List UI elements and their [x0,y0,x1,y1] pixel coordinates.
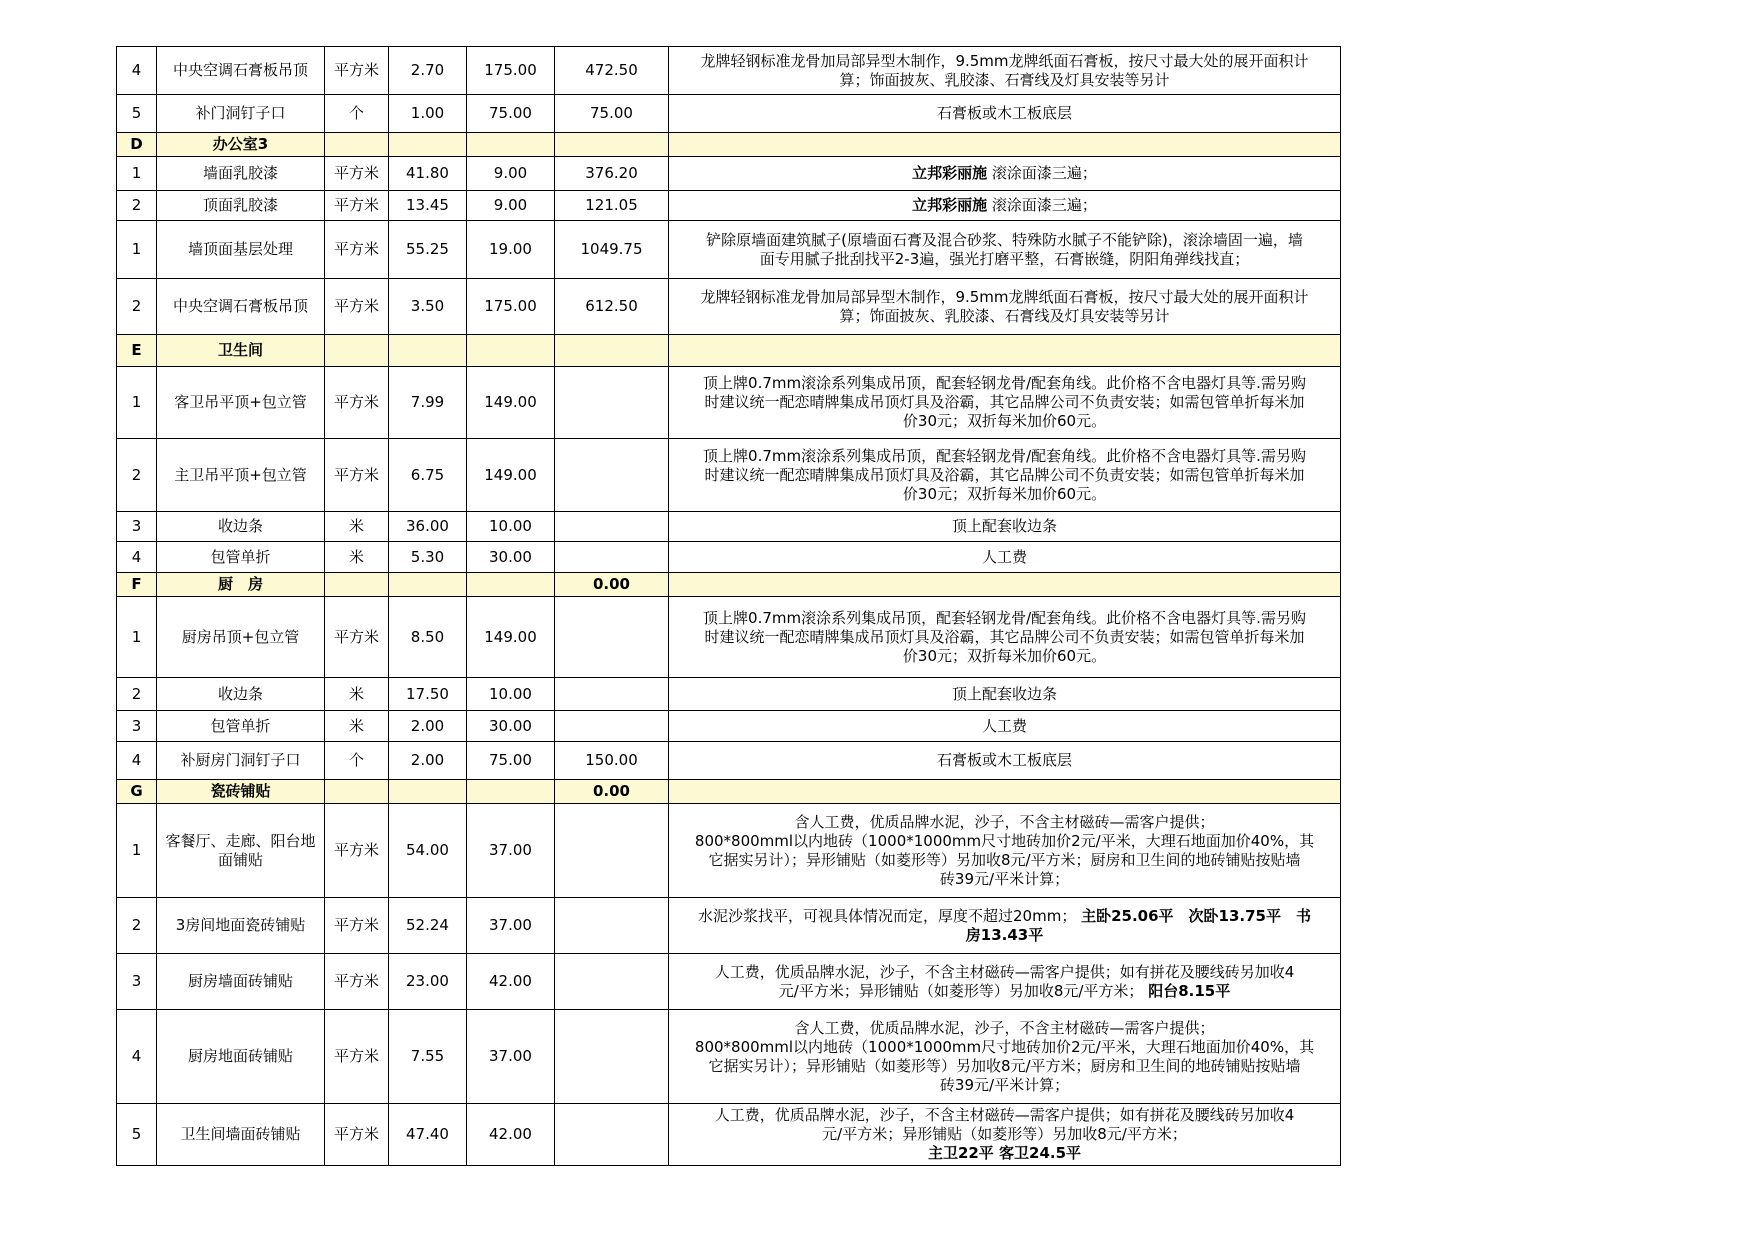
cell-desc[interactable] [669,279,1341,335]
cell-price[interactable]: 149.00 [467,367,555,439]
cell-price[interactable]: 175.00 [467,47,555,95]
desc-line [673,1144,1336,1163]
section-row [117,335,1341,367]
cell-total[interactable]: 0.00 [555,780,669,804]
desc-line [673,813,1336,832]
cell-unit[interactable]: 个 [325,742,389,780]
desc-line [673,685,1336,704]
cell-unit[interactable]: 平方米 [325,1010,389,1104]
cell-price[interactable]: 9.00 [467,157,555,191]
cell-desc[interactable] [669,157,1341,191]
quote-table [116,46,1341,1166]
cell-unit[interactable]: 平方米 [325,597,389,678]
cell-total[interactable]: 121.05 [555,191,669,221]
cell-name[interactable]: 中央空调石膏板吊顶 [157,279,325,335]
desc-line [673,447,1336,466]
desc-line [673,548,1336,567]
cell-qty[interactable]: 17.50 [389,678,467,711]
cell-qty[interactable]: 2.00 [389,742,467,780]
cell-qty[interactable]: 47.40 [389,1104,467,1166]
table-row [117,711,1341,742]
cell-no[interactable]: G [117,780,157,804]
desc-line [673,485,1336,504]
desc-text: 800*800mml以内地砖（1000*1000mm尺寸地砖加价2元/平米，大理石地面加价40%，其 [694,831,1315,850]
cell-total[interactable]: 150.00 [555,742,669,780]
cell-name[interactable]: 办公室3 [157,133,325,157]
table-row [117,804,1341,898]
desc-text: 元/平方米；异形铺贴（如菱形等）另加收8元/平方米； [822,1125,1187,1143]
cell-desc[interactable] [669,47,1341,95]
cell-desc[interactable] [669,133,1341,157]
cell-price[interactable]: 19.00 [467,221,555,279]
cell-desc[interactable] [669,954,1341,1010]
cell-unit[interactable]: 平方米 [325,221,389,279]
cell-unit[interactable]: 米 [325,512,389,542]
desc-text: 元/平方米；异形铺贴（如菱形等）另加收8元/平方米； [778,981,1149,1000]
desc-line [673,393,1336,412]
cell-unit[interactable]: 平方米 [325,279,389,335]
desc-line [673,832,1336,851]
desc-line [673,164,1336,183]
cell-price[interactable]: 42.00 [467,1104,555,1166]
cell-unit[interactable] [325,780,389,804]
section-row [117,573,1341,597]
desc-text: 含人工费，优质品牌水泥，沙子，不含主材磁砖—需客户提供； [794,812,1215,831]
desc-text: 石膏板或木工板底层 [936,751,1072,769]
cell-qty[interactable]: 13.45 [389,191,467,221]
cell-name[interactable]: 3房间地面瓷砖铺贴 [157,898,325,954]
cell-price[interactable]: 149.00 [467,439,555,512]
table-row [117,191,1341,221]
desc-text: 顶上配套收边条 [951,517,1057,535]
cell-qty[interactable] [389,335,467,367]
cell-name[interactable]: 补厨房门洞钉子口 [157,742,325,780]
cell-qty[interactable]: 2.70 [389,47,467,95]
cell-desc[interactable] [669,367,1341,439]
section-row [117,133,1341,157]
table-row [117,157,1341,191]
cell-name[interactable]: 客卫吊平顶+包立管 [157,367,325,439]
cell-unit[interactable] [325,335,389,367]
desc-bold-text: 房13.43平 [965,925,1044,944]
table-row [117,542,1341,573]
cell-price[interactable]: 10.00 [467,512,555,542]
cell-desc[interactable] [669,678,1341,711]
cell-name[interactable]: 厨房吊顶+包立管 [157,597,325,678]
desc-bold-text: 立邦彩丽施 [912,196,988,214]
cell-qty[interactable]: 6.75 [389,439,467,512]
cell-price[interactable]: 75.00 [467,742,555,780]
cell-no[interactable]: E [117,335,157,367]
cell-no[interactable]: 2 [117,439,157,512]
desc-text: 含人工费，优质品牌水泥，沙子，不含主材磁砖—需客户提供； [794,1018,1215,1037]
cell-qty[interactable] [389,780,467,804]
desc-bold-text: 阳台8.15平 [1148,981,1231,1000]
cell-price[interactable] [467,573,555,597]
table-row [117,95,1341,133]
desc-line [673,412,1336,431]
table-row [117,1010,1341,1104]
cell-total[interactable] [555,711,669,742]
cell-unit[interactable]: 平方米 [325,367,389,439]
desc-text: 价30元；双折每米加价60元。 [902,412,1107,430]
desc-line [673,1106,1336,1125]
cell-no[interactable]: 2 [117,898,157,954]
cell-price[interactable]: 9.00 [467,191,555,221]
cell-name[interactable]: 收边条 [157,512,325,542]
cell-total[interactable] [555,512,669,542]
cell-name[interactable]: 客餐厅、走廊、阳台地面铺贴 [157,804,325,898]
cell-qty[interactable]: 23.00 [389,954,467,1010]
table-row [117,279,1341,335]
desc-line [673,926,1336,945]
desc-text: 龙牌轻钢标准龙骨加局部异型木制作，9.5mm龙牌纸面石膏板，按尺寸最大处的展开面积计 [700,51,1309,70]
desc-line [673,466,1336,485]
cell-no[interactable]: 4 [117,1010,157,1104]
section-row [117,780,1341,804]
desc-line [673,517,1336,536]
desc-text: 顶上牌0.7mm滚涂系列集成吊顶，配套轻钢龙骨/配套角线。此价格不含电器灯具等.需另购 [703,608,1306,627]
cell-total[interactable] [555,335,669,367]
cell-name[interactable]: 厨房墙面砖铺贴 [157,954,325,1010]
cell-price[interactable]: 30.00 [467,711,555,742]
cell-desc[interactable] [669,221,1341,279]
cell-no[interactable]: 1 [117,157,157,191]
cell-unit[interactable] [325,133,389,157]
cell-price[interactable]: 10.00 [467,678,555,711]
cell-total[interactable]: 75.00 [555,95,669,133]
cell-unit[interactable]: 平方米 [325,157,389,191]
cell-unit[interactable]: 平方米 [325,804,389,898]
cell-no[interactable]: 1 [117,597,157,678]
cell-no[interactable]: 4 [117,542,157,573]
cell-qty[interactable]: 5.30 [389,542,467,573]
desc-line [673,288,1336,307]
cell-desc[interactable] [669,742,1341,780]
table-row [117,221,1341,279]
desc-text: 800*800mml以内地砖（1000*1000mm尺寸地砖加价2元/平米，大理石地面加价40%，其 [694,1037,1315,1056]
desc-text: 人工费 [981,547,1027,566]
cell-no[interactable]: 2 [117,191,157,221]
cell-unit[interactable]: 平方米 [325,47,389,95]
table-row [117,954,1341,1010]
cell-desc[interactable] [669,898,1341,954]
cell-name[interactable]: 包管单折 [157,542,325,573]
cell-desc[interactable] [669,191,1341,221]
desc-line [673,250,1336,269]
desc-text: 滚涂面漆三遍； [987,164,1097,182]
desc-line [673,374,1336,393]
cell-desc[interactable] [669,597,1341,678]
cell-total[interactable]: 472.50 [555,47,669,95]
cell-no[interactable]: 4 [117,47,157,95]
cell-name[interactable]: 顶面乳胶漆 [157,191,325,221]
cell-name[interactable]: 卫生间墙面砖铺贴 [157,1104,325,1166]
table-body [117,47,1341,1166]
cell-price[interactable] [467,133,555,157]
table-row [117,1104,1341,1166]
cell-price[interactable]: 37.00 [467,804,555,898]
cell-desc[interactable] [669,573,1341,597]
cell-unit[interactable]: 米 [325,711,389,742]
cell-desc[interactable] [669,95,1341,133]
cell-total[interactable]: 376.20 [555,157,669,191]
desc-line [673,628,1336,647]
desc-line [673,963,1336,982]
desc-text: 价30元；双折每米加价60元。 [902,484,1107,503]
desc-bold-text: 主卧25.06平 次卧13.75平 书 [1081,906,1311,925]
desc-line [673,1076,1336,1095]
cell-qty[interactable] [389,133,467,157]
cell-unit[interactable] [325,573,389,597]
cell-no[interactable]: 3 [117,711,157,742]
cell-price[interactable]: 42.00 [467,954,555,1010]
table-row [117,597,1341,678]
cell-qty[interactable]: 3.50 [389,279,467,335]
desc-bold-text: 主卫22平 客卫24.5平 [927,1144,1082,1162]
cell-total[interactable] [555,678,669,711]
cell-qty[interactable]: 54.00 [389,804,467,898]
desc-text: 水泥沙浆找平，可视具体情况而定，厚度不超过20mm； [698,906,1082,925]
desc-text: 滚涂面漆三遍； [987,196,1097,214]
desc-text: 砖39元/平米计算； [939,1075,1070,1094]
cell-desc[interactable] [669,804,1341,898]
cell-no[interactable]: D [117,133,157,157]
cell-price[interactable]: 75.00 [467,95,555,133]
cell-no[interactable]: 1 [117,367,157,439]
cell-name[interactable]: 主卫吊平顶+包立管 [157,439,325,512]
cell-name[interactable]: 墙顶面基层处理 [157,221,325,279]
cell-no[interactable]: 2 [117,678,157,711]
desc-line [673,52,1336,71]
cell-total[interactable] [555,597,669,678]
cell-unit[interactable]: 米 [325,678,389,711]
desc-line [673,717,1336,736]
cell-unit[interactable]: 平方米 [325,1104,389,1166]
desc-text: 时建议统一配恋晴牌集成吊顶灯具及浴霸，其它品牌公司不负责安装；如需包管单折每米加 [704,393,1305,411]
desc-line [673,196,1336,215]
cell-name[interactable]: 厨 房 [157,573,325,597]
desc-line [673,851,1336,870]
cell-price[interactable]: 149.00 [467,597,555,678]
cell-desc[interactable] [669,1104,1341,1166]
table-row [117,742,1341,780]
desc-text: 顶上牌0.7mm滚涂系列集成吊顶，配套轻钢龙骨/配套角线。此价格不含电器灯具等.需另购 [703,446,1306,465]
desc-text: 人工费，优质品牌水泥，沙子，不含主材磁砖—需客户提供；如有拼花及腰线砖另加收4 [714,1106,1295,1124]
cell-total[interactable] [555,367,669,439]
cell-name[interactable]: 收边条 [157,678,325,711]
cell-desc[interactable] [669,1010,1341,1104]
cell-name[interactable]: 厨房地面砖铺贴 [157,1010,325,1104]
cell-unit[interactable]: 米 [325,542,389,573]
cell-qty[interactable]: 1.00 [389,95,467,133]
cell-total[interactable]: 1049.75 [555,221,669,279]
desc-text: 顶上配套收边条 [951,684,1057,703]
desc-text: 人工费，优质品牌水泥，沙子，不含主材磁砖—需客户提供；如有拼花及腰线砖另加收4 [714,962,1295,981]
desc-line [673,609,1336,628]
desc-text: 龙牌轻钢标准龙骨加局部异型木制作，9.5mm龙牌纸面石膏板，按尺寸最大处的展开面积计 [700,287,1309,306]
cell-desc[interactable] [669,439,1341,512]
cell-price[interactable]: 37.00 [467,1010,555,1104]
desc-text: 算；饰面披灰、乳胶漆、石膏线及灯具安装等另计 [839,70,1170,89]
cell-total[interactable] [555,542,669,573]
cell-unit[interactable]: 平方米 [325,439,389,512]
cell-no[interactable]: 2 [117,279,157,335]
cell-total[interactable] [555,898,669,954]
cell-price[interactable]: 30.00 [467,542,555,573]
desc-line [673,231,1336,250]
cell-total[interactable] [555,954,669,1010]
desc-line [673,1057,1336,1076]
cell-desc[interactable] [669,711,1341,742]
cell-total[interactable] [555,804,669,898]
cell-name[interactable]: 包管单折 [157,711,325,742]
cell-no[interactable]: 4 [117,742,157,780]
cell-desc[interactable] [669,512,1341,542]
table-row [117,47,1341,95]
cell-no[interactable]: 3 [117,512,157,542]
cell-qty[interactable] [389,573,467,597]
desc-line [673,982,1336,1001]
cell-price[interactable]: 37.00 [467,898,555,954]
cell-name[interactable]: 中央空调石膏板吊顶 [157,47,325,95]
cell-total[interactable]: 612.50 [555,279,669,335]
desc-line [673,104,1336,123]
desc-line [673,71,1336,90]
cell-no[interactable]: 5 [117,95,157,133]
cell-price[interactable] [467,780,555,804]
desc-text: 砖39元/平米计算； [939,869,1070,888]
desc-line [673,907,1336,926]
desc-line [673,1125,1336,1144]
desc-text: 它据实另计）；异形铺贴（如菱形等）另加收8元/平方米；厨房和卫生间的地砖铺贴按贴墙 [708,850,1301,869]
table-row [117,898,1341,954]
desc-text: 人工费 [981,716,1027,735]
cell-no[interactable]: 1 [117,804,157,898]
cell-price[interactable] [467,335,555,367]
cell-name[interactable]: 墙面乳胶漆 [157,157,325,191]
desc-text: 时建议统一配恋晴牌集成吊顶灯具及浴霸，其它品牌公司不负责安装；如需包管单折每米加 [704,465,1305,484]
desc-line [673,751,1336,770]
cell-qty[interactable]: 8.50 [389,597,467,678]
table-row [117,439,1341,512]
cell-desc[interactable] [669,335,1341,367]
desc-line [673,870,1336,889]
desc-text: 面专用腻子批刮找平2-3遍，强光打磨平整，石膏嵌缝，阴阳角弹线找直； [759,249,1250,268]
desc-text: 石膏板或木工板底层 [936,104,1072,122]
cell-qty[interactable]: 2.00 [389,711,467,742]
cell-no[interactable]: 1 [117,221,157,279]
cell-unit[interactable]: 平方米 [325,954,389,1010]
desc-text: 铲除原墙面建筑腻子(原墙面石膏及混合砂浆、特殊防水腻子不能铲除)，滚涂墙固一遍，墙 [706,230,1303,249]
desc-line [673,1019,1336,1038]
cell-total[interactable] [555,1010,669,1104]
cell-unit[interactable]: 平方米 [325,191,389,221]
desc-text: 时建议统一配恋晴牌集成吊顶灯具及浴霸，其它品牌公司不负责安装；如需包管单折每米加 [704,627,1305,646]
cell-total[interactable]: 0.00 [555,573,669,597]
cell-qty[interactable]: 55.25 [389,221,467,279]
cell-desc[interactable] [669,542,1341,573]
desc-bold-text: 立邦彩丽施 [912,164,988,182]
cell-qty[interactable]: 52.24 [389,898,467,954]
cell-desc[interactable] [669,780,1341,804]
cell-no[interactable]: 3 [117,954,157,1010]
desc-line [673,1038,1336,1057]
cell-total[interactable] [555,439,669,512]
cell-no[interactable]: F [117,573,157,597]
desc-text: 它据实另计）；异形铺贴（如菱形等）另加收8元/平方米；厨房和卫生间的地砖铺贴按贴墙 [708,1056,1301,1075]
table-row [117,678,1341,711]
cell-qty[interactable]: 36.00 [389,512,467,542]
cell-qty[interactable]: 41.80 [389,157,467,191]
desc-text: 顶上牌0.7mm滚涂系列集成吊顶，配套轻钢龙骨/配套角线。此价格不含电器灯具等.需另购 [703,374,1306,392]
desc-text: 算；饰面披灰、乳胶漆、石膏线及灯具安装等另计 [839,306,1170,325]
desc-text: 价30元；双折每米加价60元。 [902,646,1107,665]
cell-qty[interactable]: 7.55 [389,1010,467,1104]
desc-line [673,647,1336,666]
cell-no[interactable]: 5 [117,1104,157,1166]
cell-total[interactable] [555,1104,669,1166]
cell-name[interactable]: 瓷砖铺贴 [157,780,325,804]
table-row [117,367,1341,439]
table-row [117,512,1341,542]
cell-total[interactable] [555,133,669,157]
cell-name[interactable]: 卫生间 [157,335,325,367]
cell-unit[interactable]: 个 [325,95,389,133]
cell-price[interactable]: 175.00 [467,279,555,335]
desc-line [673,307,1336,326]
cell-unit[interactable]: 平方米 [325,898,389,954]
cell-name[interactable]: 补门洞钉子口 [157,95,325,133]
cell-qty[interactable]: 7.99 [389,367,467,439]
